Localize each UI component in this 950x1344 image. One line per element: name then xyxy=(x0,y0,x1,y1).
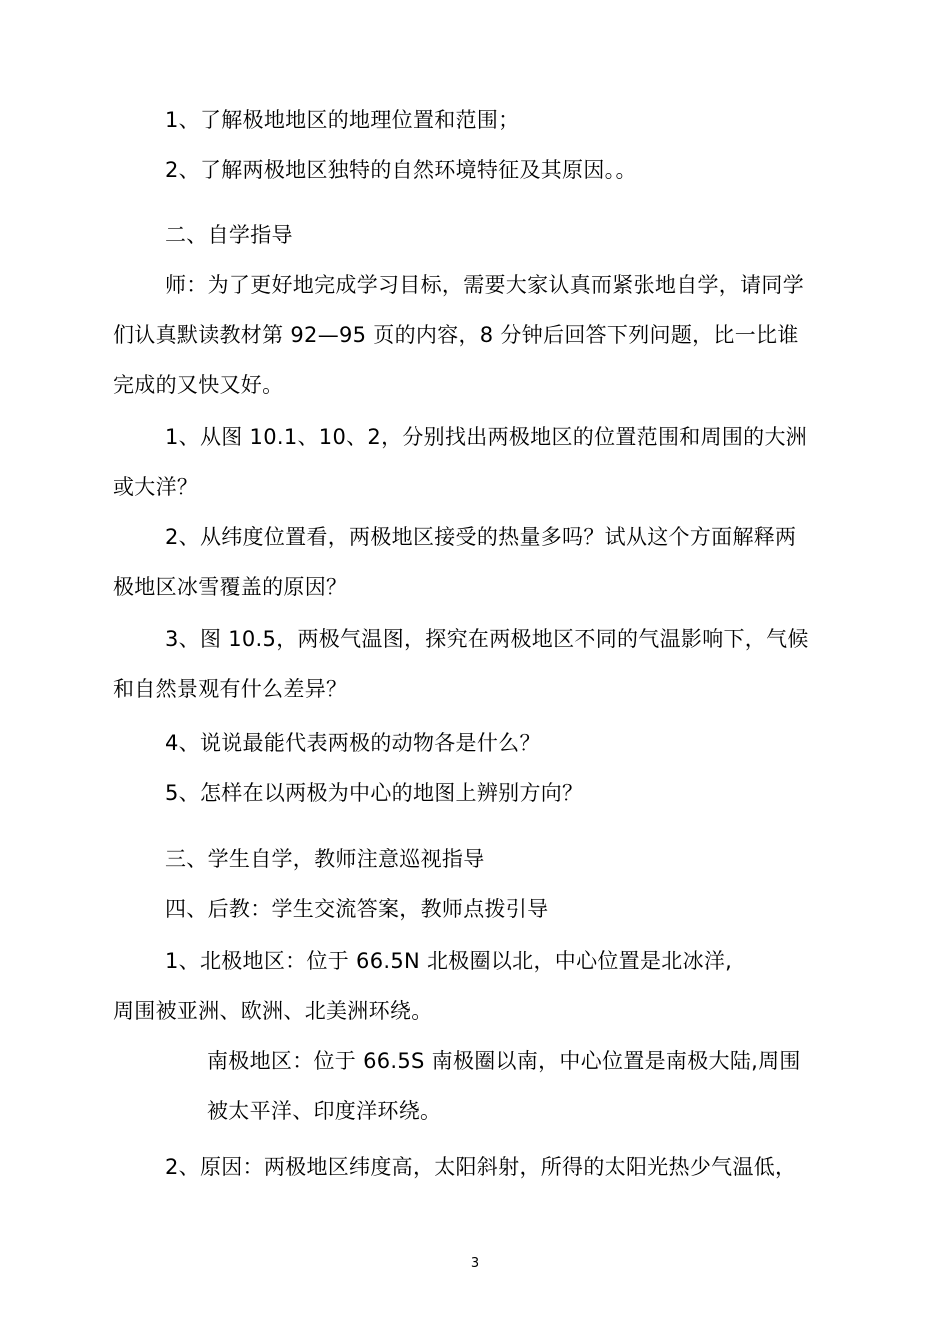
answer-1-antarctic-line: 被太平洋、印度洋环绕。 xyxy=(207,1099,442,1123)
answer-2-line: 2、原因：两极地区纬度高，太阳斜射，所得的太阳光热少气温低， xyxy=(165,1155,797,1179)
question-3-line: 3、图 10.5，两极气温图，探究在两极地区不同的气温影响下，气候 xyxy=(165,627,809,651)
section-heading-after-teaching: 四、后教：学生交流答案，教师点拨引导 xyxy=(165,897,549,921)
question-4-line: 4、说说最能代表两极的动物各是什么？ xyxy=(165,731,541,755)
section-heading-student-study: 三、学生自学，教师注意巡视指导 xyxy=(165,847,485,871)
goal-line-2: 2、了解两极地区独特的自然环境特征及其原因。。 xyxy=(165,158,637,182)
question-5-line: 5、怎样在以两极为中心的地图上辨别方向？ xyxy=(165,781,584,805)
paragraph-line: 师：为了更好地完成学习目标，需要大家认真而紧张地自学，请同学 xyxy=(165,273,804,297)
answer-1-line: 1、北极地区：位于 66.5N 北极圈以北，中心位置是北冰洋, xyxy=(165,949,733,973)
question-1-line: 1、从图 10.1、10、2，分别找出两极地区的位置范围和周围的大洲 xyxy=(165,425,808,449)
question-1-line: 或大洋？ xyxy=(113,475,199,499)
question-2-line: 2、从纬度位置看，两极地区接受的热量多吗？试从这个方面解释两 xyxy=(165,525,797,549)
paragraph-line: 完成的又快又好。 xyxy=(113,373,284,397)
goal-line-1: 1、了解极地地区的地理位置和范围； xyxy=(165,108,520,132)
question-3-line: 和自然景观有什么差异？ xyxy=(113,677,348,701)
page-number: 3 xyxy=(470,1256,480,1271)
answer-1-line: 周围被亚洲、欧洲、北美洲环绕。 xyxy=(113,999,433,1023)
answer-1-antarctic-line: 南极地区：位于 66.5S 南极圈以南，中心位置是南极大陆,周围 xyxy=(207,1049,801,1073)
paragraph-line: 们认真默读教材第 92—95 页的内容，8 分钟后回答下列问题，比一比谁 xyxy=(113,323,799,347)
question-2-line: 极地区冰雪覆盖的原因？ xyxy=(113,575,348,599)
section-heading-self-study: 二、自学指导 xyxy=(165,223,293,247)
